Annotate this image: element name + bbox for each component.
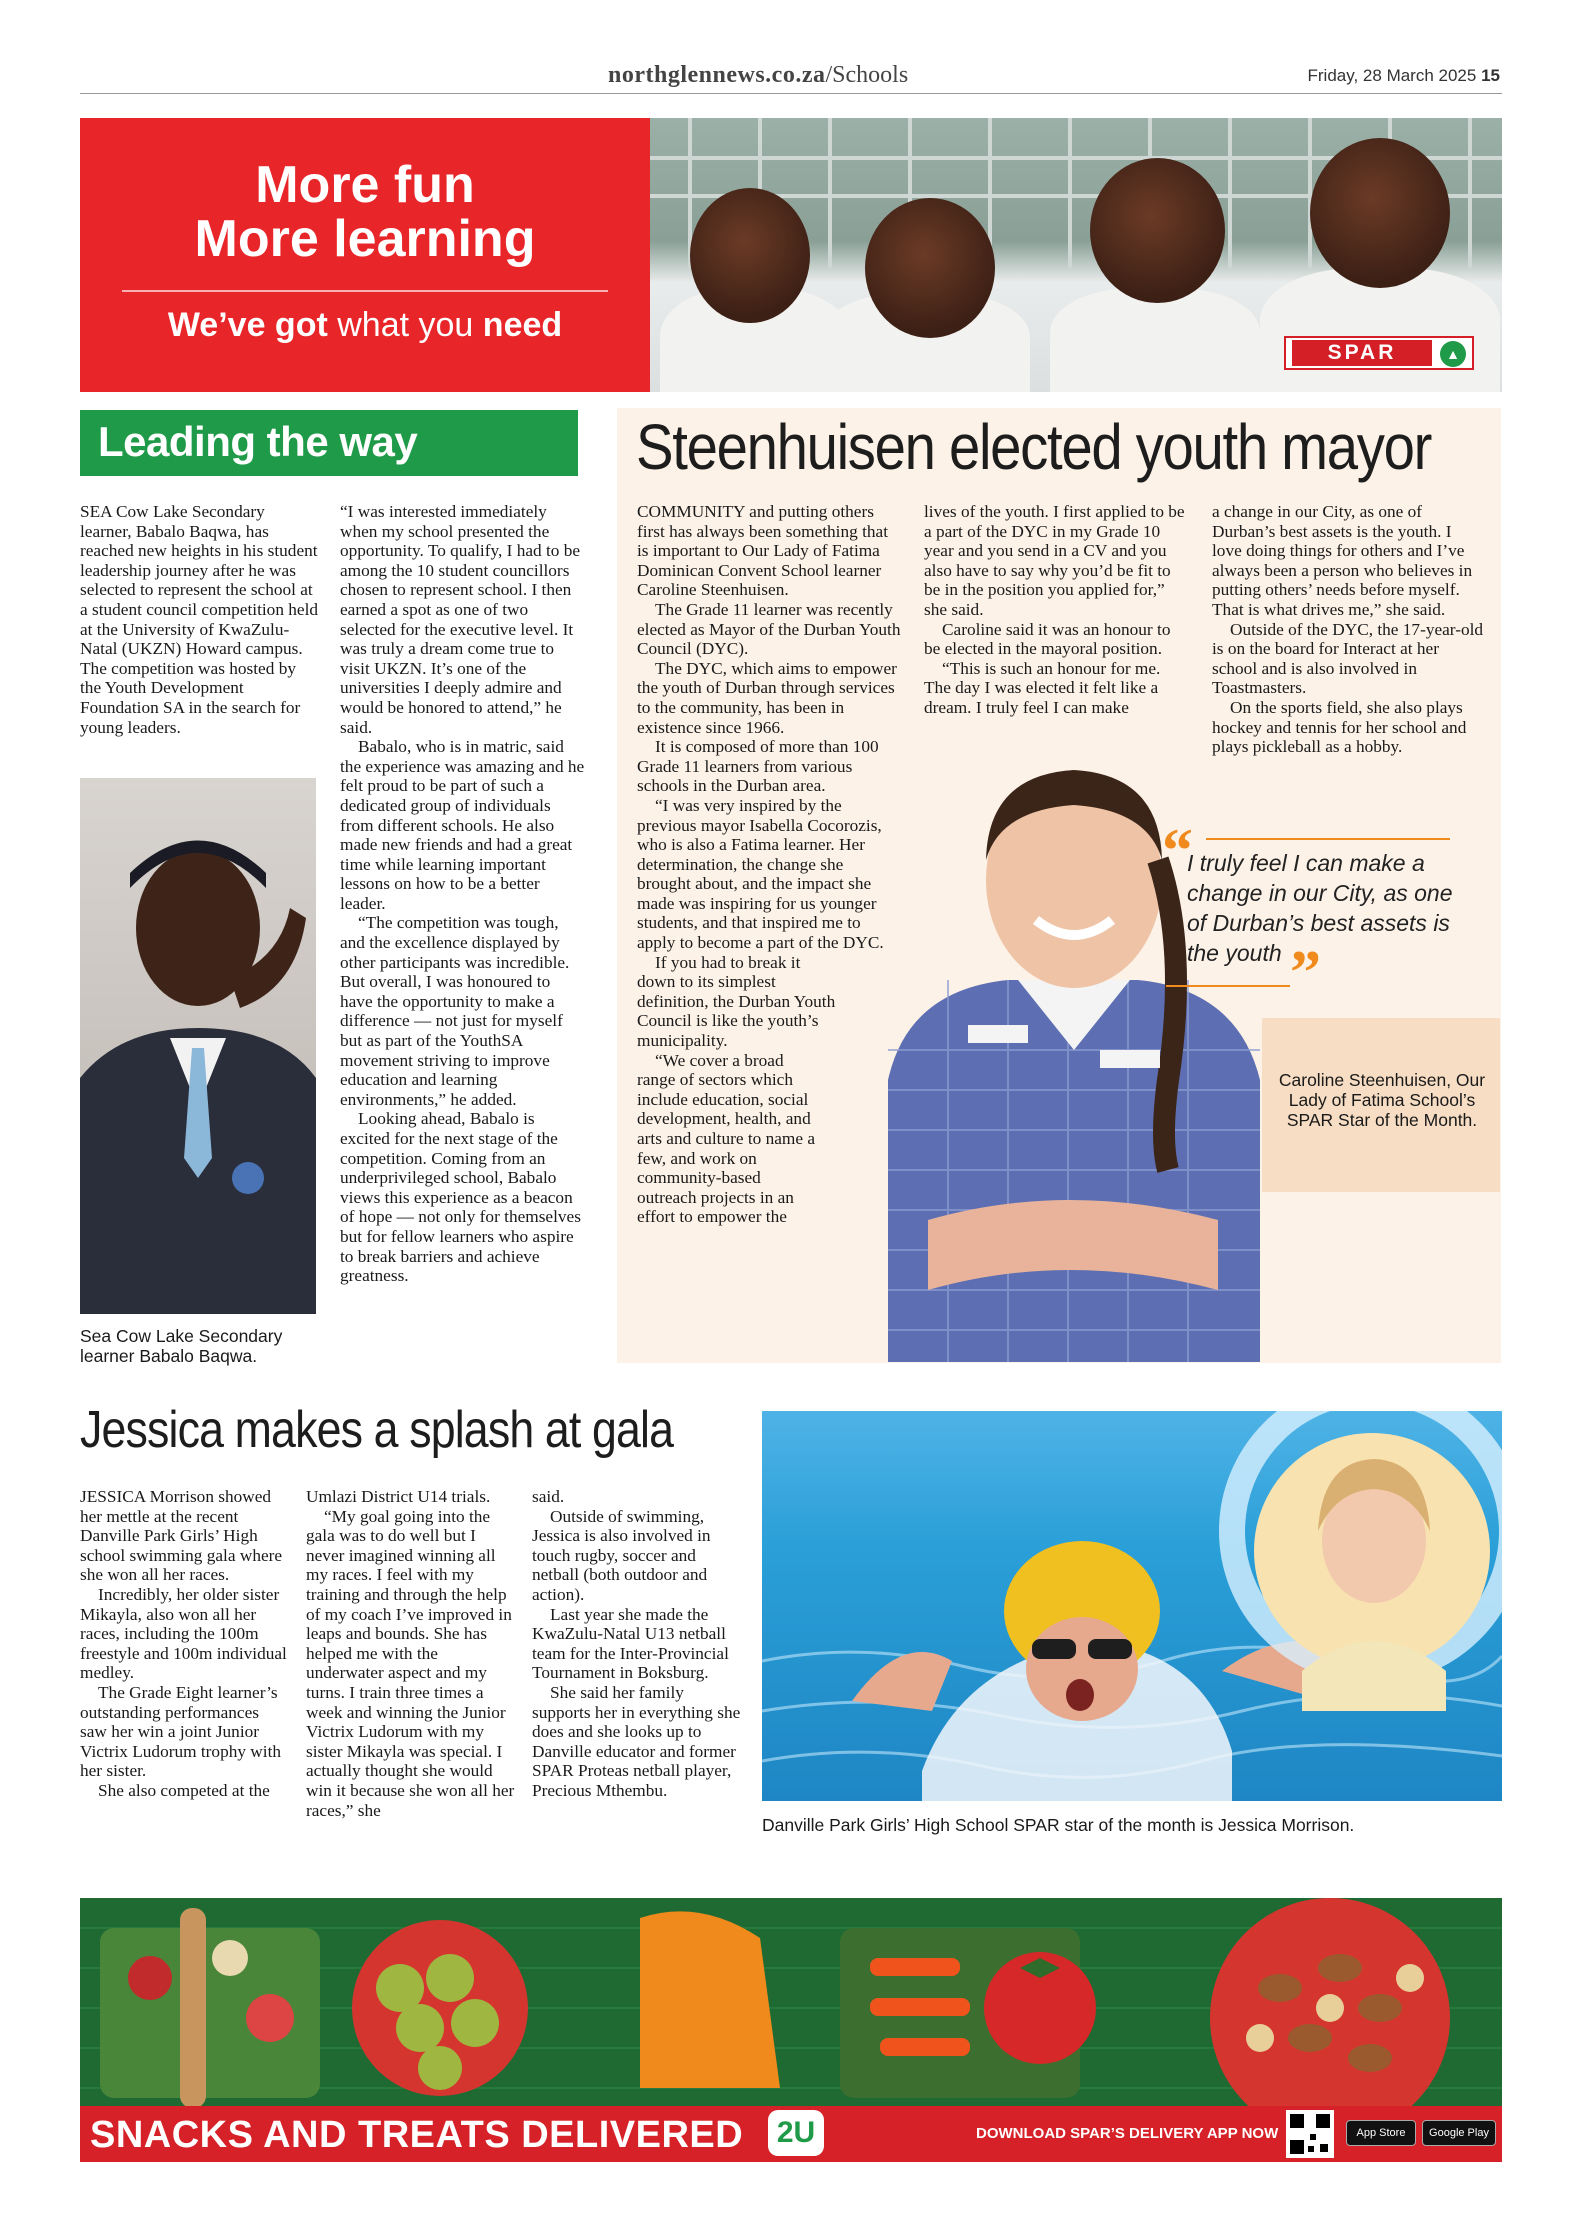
site-section: /Schools bbox=[825, 62, 909, 88]
site-name bbox=[608, 62, 908, 89]
app-store-label: App Store bbox=[1356, 2127, 1406, 2139]
children-photo bbox=[650, 118, 1502, 392]
jessica-col2 bbox=[306, 1487, 516, 1820]
steenhuisen-para: “This is such an honour for me. The day I was elected it felt like a dream. I truly feel I can make bbox=[924, 658, 1161, 717]
steenhuisen-para: If you had to break it down to its simplest definition, the Durban Youth Council is like the youth’s municipality. bbox=[637, 952, 836, 1051]
babalo-caption: Sea Cow Lake Secondary learner Babalo Baqwa. bbox=[80, 1326, 283, 1366]
leading-para: Looking ahead, Babalo is excited for the next stage of the competition. Coming from an underprivileged school, Babalo views this experience as a beacon of hope — not only for themselves but for fellow learners who aspire to break barriers and achieve greatness. bbox=[340, 1109, 581, 1286]
caroline-figure bbox=[868, 750, 1280, 1362]
header-rule bbox=[80, 93, 1502, 94]
page-number: 15 bbox=[1481, 66, 1500, 85]
leading-col1 bbox=[80, 502, 320, 737]
ad-headline bbox=[80, 158, 650, 266]
leading-para: SEA Cow Lake Secondary learner, Babalo Baqwa, has reached new heights in his student leadership journey after he was selected to represent the school at a student council competition held at the University of KwaZulu-Natal (UKZN) Howard campus. The competition was hosted by the Youth Development Foundation SA in the search for young leaders. bbox=[80, 502, 319, 737]
google-play-button[interactable] bbox=[1422, 2120, 1496, 2146]
leading-banner bbox=[80, 410, 578, 476]
child-2-face bbox=[865, 198, 995, 338]
caroline-photo bbox=[868, 750, 1280, 1362]
steenhuisen-col3 bbox=[1212, 502, 1484, 757]
jessica-col3 bbox=[532, 1487, 742, 1801]
ad-divider bbox=[122, 290, 608, 292]
spar-ad-bottom bbox=[80, 1898, 1502, 2162]
steenhuisen-para: On the sports field, she also plays hockey and tennis for her school and plays pickleball as a hobby. bbox=[1212, 697, 1467, 757]
swimmer-graphic bbox=[762, 1411, 1502, 1801]
leading-para: “The competition was tough, and the excellence displayed by other participants was incredible. But overall, I was honoured to have the opportunity to make a difference — not just for myself but as part of the YouthSA movement striving to improve education and learning environments,” he added. bbox=[340, 913, 570, 1109]
babalo-figure bbox=[80, 778, 316, 1314]
jessica-para: She also competed at the bbox=[98, 1780, 270, 1800]
steenhuisen-para: COMMUNITY and putting others first has always been something that is important to Our Lady of Fatima Dominican Convent School learner Caroline Steenhuisen. bbox=[637, 502, 889, 600]
site-domain: northglennews.co.za bbox=[608, 62, 826, 88]
app-store-button[interactable] bbox=[1346, 2120, 1416, 2146]
child-3-shirt bbox=[1050, 288, 1260, 392]
qr-code-icon bbox=[1286, 2110, 1334, 2158]
steenhuisen-para: It is composed of more than 100 Grade 11 learners from various schools in the Durban area. bbox=[637, 737, 879, 796]
ad-slogan: SNACKS AND TREATS DELIVERED bbox=[90, 2114, 744, 2156]
jessica-para: JESSICA Morrison showed her mettle at the recent Danville Park Girls’ High school swimming gala where she won all her races. bbox=[80, 1487, 283, 1585]
leading-para: “I was interested immediately when my school presented the opportunity. To qualify, I had to be among the 10 student councillors chosen to represent school. I then earned a spot as one of two selected for the executive level. It was truly a dream come true to visit UKZN. It’s one of the universities I deeply admire and would be honored to attend,” he said. bbox=[340, 502, 581, 737]
steenhuisen-para: Outside of the DYC, the 17-year-old is on the board for Interact at her school and is also involved in Toastmasters. bbox=[1212, 619, 1484, 698]
open-quote-icon: “ bbox=[1162, 817, 1193, 885]
jessica-col1 bbox=[80, 1487, 290, 1801]
steenhuisen-para: “I was very inspired by the previous mayor Isabella Cocorozis, who is also a Fatima learner. Her determination, the change she brought about, and the impact she made was inspiring for us younger students, and that inspired me to apply to become a part of the DYC. bbox=[637, 795, 884, 953]
close-quote-icon: ” bbox=[1290, 939, 1321, 1007]
steenhuisen-para: lives of the youth. I first applied to be a part of the DYC in my Grade 10 year and you send in a CV and you also have to say why you’d be fit to be in the position you applied for,” she said. bbox=[924, 502, 1185, 619]
leading-para: Babalo, who is in matric, said the experience was amazing and he felt proud to be part of such a dedicated group of individuals from different schools. He also made new friends and had a great time while learning important lessons on how to be a better leader. bbox=[340, 737, 585, 913]
ad-headline-line2: More learning bbox=[194, 210, 536, 268]
jessica-para: Incredibly, her older sister Mikayla, also won all her races, including the 100m freestyle and 100m individual medley. bbox=[80, 1584, 287, 1683]
child-1-face bbox=[690, 188, 810, 323]
spar-logo bbox=[1284, 336, 1474, 370]
steenhuisen-para: a change in our City, as one of Durban’s best assets is the youth. I love doing things for others and I’ve always been a person who believes in putting others’ needs before myself. That is what drives me,” she said. bbox=[1212, 502, 1473, 619]
ad-slogan-strip bbox=[80, 2106, 1502, 2162]
jessica-para: Umlazi District U14 trials. bbox=[306, 1487, 491, 1506]
ad-red-panel bbox=[80, 118, 650, 392]
google-play-label: Google Play bbox=[1429, 2127, 1489, 2139]
leading-title: Leading the way bbox=[98, 418, 418, 465]
jessica-para: Outside of swimming, Jessica is also involved in touch rugby, soccer and netball (both outdoor and action). bbox=[532, 1506, 711, 1604]
child-4-face bbox=[1310, 138, 1450, 288]
spar-ad-top bbox=[80, 118, 1502, 392]
jessica-para: Last year she made the KwaZulu-Natal U13 netball team for the Inter-Provincial Tournament in Boksburg. bbox=[532, 1604, 729, 1683]
spar-wordmark: SPAR bbox=[1292, 340, 1432, 366]
qr-pattern bbox=[1286, 2110, 1334, 2158]
date-text: Friday, 28 March 2025 bbox=[1307, 66, 1477, 85]
jessica-caption: Danville Park Girls’ High School SPAR star of the month is Jessica Morrison. bbox=[762, 1815, 1355, 1835]
jessica-para: She said her family supports her in everything she does and she looks up to Danville educator and former SPAR Proteas netball player, Precious Mthembu. bbox=[532, 1682, 741, 1800]
spar-tree-icon: ▲ bbox=[1440, 341, 1466, 367]
steenhuisen-para: Caroline said it was an honour to be elected in the mayoral position. bbox=[924, 619, 1171, 659]
quote-rule-bottom bbox=[1166, 985, 1290, 987]
ad-tag-bold1: We’ve got bbox=[167, 306, 328, 344]
steenhuisen-para: “We cover a broad range of sectors which include education, social development, health, and arts and culture to name a few, and work on community-based outreach projects in an effort to empower the bbox=[637, 1050, 816, 1227]
ad-tag-light: what you bbox=[337, 306, 474, 344]
2u-badge: 2U bbox=[768, 2110, 824, 2156]
child-3-face bbox=[1090, 158, 1225, 303]
caroline-caption: Caroline Steenhuisen, Our Lady of Fatima School’s SPAR Star of the Month. bbox=[1278, 1070, 1486, 1130]
ad-tag-bold2: need bbox=[482, 306, 563, 344]
jessica-para: “My goal going into the gala was to do well but I never imagined winning all my races. I feel with my training and through the help of my coach I’ve improved in leaps and bounds. She has helped me with the underwater aspect and my turns. I train three times a week and winning the Junior Victrix Ludorum with my sister Mikayla was special. I actually thought she would win it because she won all her races,” she bbox=[306, 1506, 515, 1820]
jessica-para: said. bbox=[532, 1487, 565, 1506]
steenhuisen-para: The Grade 11 learner was recently elected as Mayor of the Durban Youth Council (DYC). bbox=[637, 599, 901, 659]
quote-rule-top bbox=[1206, 838, 1450, 840]
jessica-photo bbox=[762, 1411, 1502, 1801]
steenhuisen-headline: Steenhuisen elected youth mayor bbox=[636, 411, 1432, 483]
download-cta: DOWNLOAD SPAR’S DELIVERY APP NOW bbox=[976, 2125, 1279, 2142]
ad-tagline bbox=[80, 306, 650, 345]
babalo-photo bbox=[80, 778, 316, 1314]
steenhuisen-para: The DYC, which aims to empower the youth of Durban through services to the community, has been in existence since 1966. bbox=[637, 658, 897, 737]
ad-headline-line1: More fun bbox=[255, 156, 475, 214]
steenhuisen-col1 bbox=[637, 502, 901, 1227]
steenhuisen-col2 bbox=[924, 502, 1186, 718]
pull-quote: I truly feel I can make a change in our City, as one of Durban’s best assets is the youth bbox=[1187, 850, 1453, 966]
issue-date bbox=[1308, 66, 1500, 86]
jessica-para: The Grade Eight learner’s outstanding performances saw her win a joint Junior Victrix Ludorum trophy with her sister. bbox=[80, 1682, 282, 1781]
jessica-headline: Jessica makes a splash at gala bbox=[80, 1401, 674, 1459]
leading-col2 bbox=[340, 502, 586, 1286]
